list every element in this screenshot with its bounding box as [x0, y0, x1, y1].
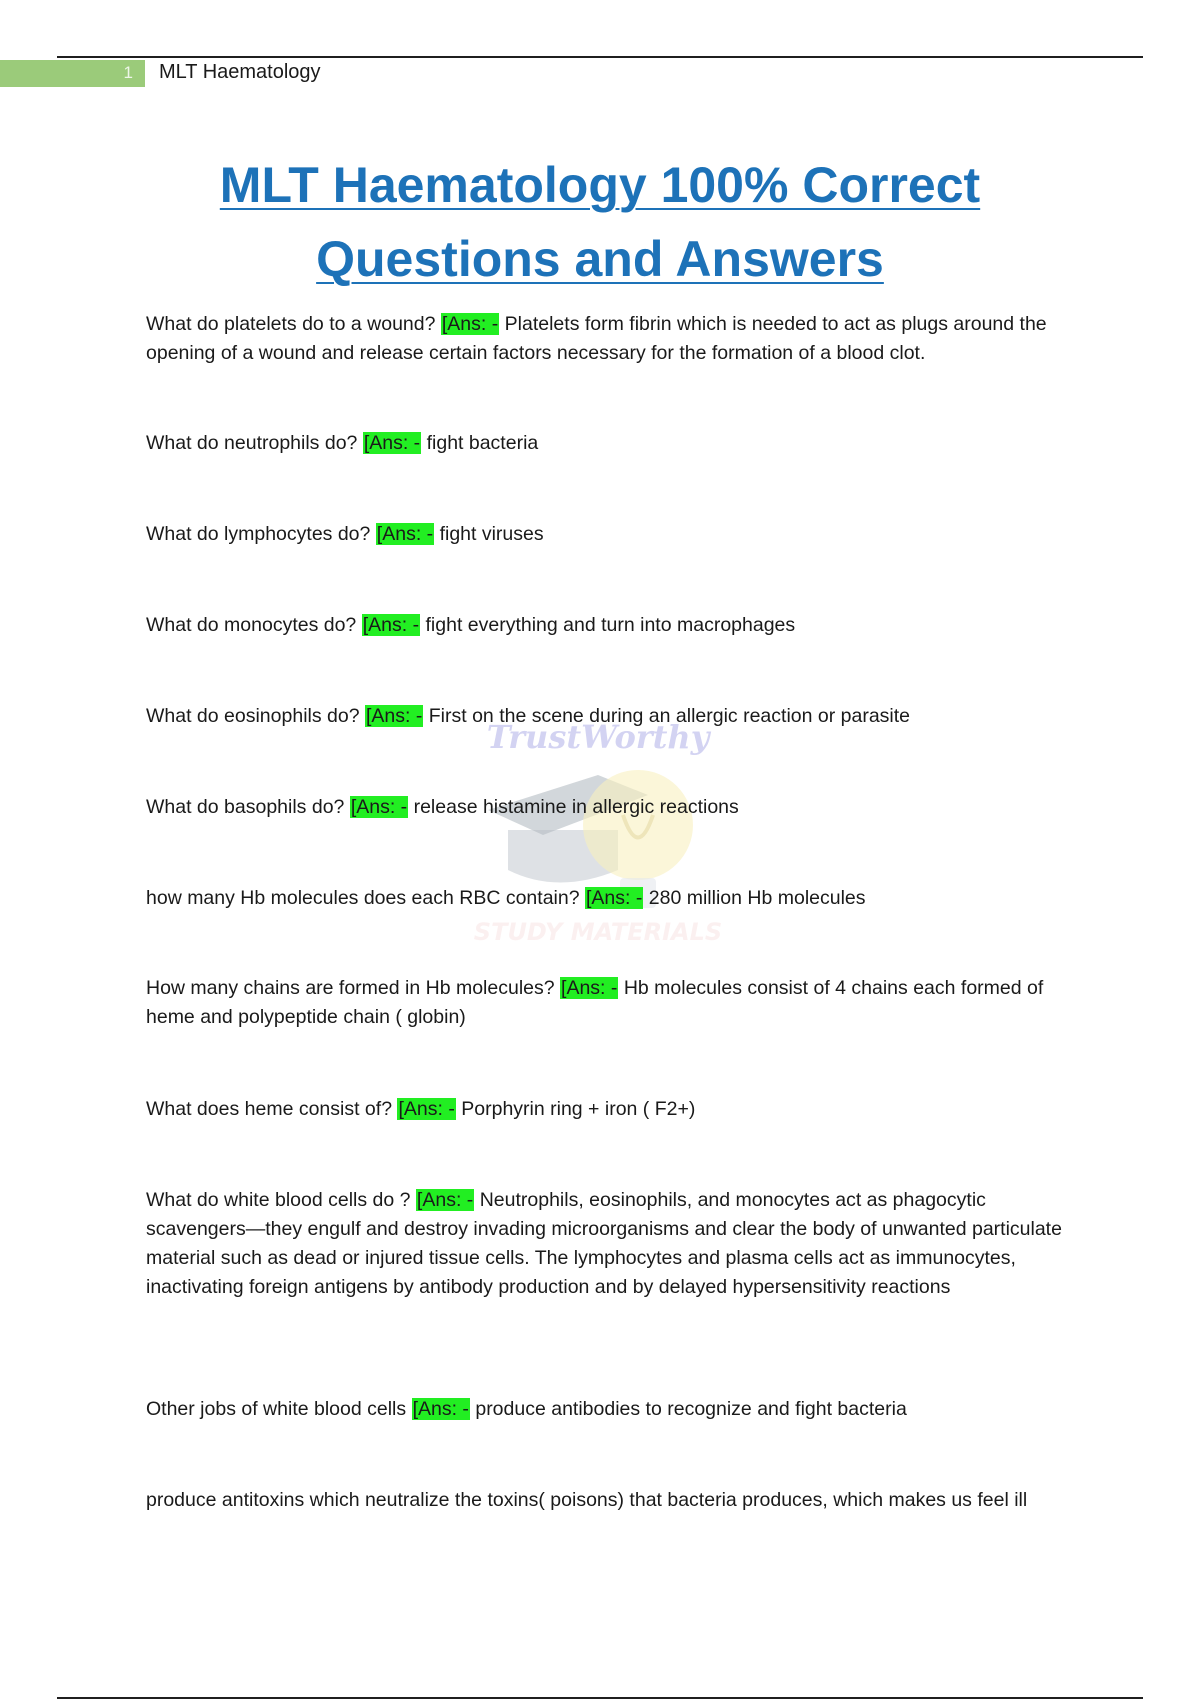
question-text: What do neutrophils do?	[146, 432, 358, 454]
answer-text: fight bacteria	[426, 432, 539, 454]
qa-item	[146, 1395, 1066, 1424]
trustworthy-watermark-logo	[448, 720, 748, 960]
question-text: What do lymphocytes do?	[146, 523, 371, 545]
svg-text:TrustWorthy: TrustWorthy	[486, 720, 710, 756]
answer-tag: [Ans: -	[412, 1398, 469, 1420]
document-title-line-1: MLT Haematology 100% Correct	[219, 157, 981, 213]
answer-tag: [Ans: -	[416, 1189, 474, 1211]
question-text: Other jobs of white blood cells	[146, 1398, 407, 1420]
answer-tag: [Ans: -	[365, 705, 423, 727]
answer-text: 280 million Hb molecules	[648, 887, 866, 909]
page-number-badge	[0, 60, 145, 87]
answer-text: produce antibodies to recognize and fight bacteria	[475, 1398, 907, 1420]
answer-text: fight everything and turn into macrophages	[425, 614, 796, 636]
answer-tag: [Ans: -	[585, 887, 643, 909]
question-text: What do eosinophils do?	[146, 705, 360, 727]
document-title	[100, 148, 1100, 296]
answer-tag: [Ans: -	[561, 977, 618, 999]
trailing-paragraph: produce antitoxins which neutralize the toxins( poisons) that bacteria produces, which makes us feel ill	[146, 1489, 1028, 1511]
answer-text: fight viruses	[439, 523, 544, 545]
question-text: What does heme consist of?	[146, 1098, 393, 1120]
qa-item	[146, 429, 1066, 458]
answer-tag: [Ans: -	[441, 313, 499, 335]
answer-tag: [Ans: -	[350, 796, 408, 818]
answer-text: Platelets form fibrin which is needed to act as plugs around the opening of a wound and release certain factors necessary for the formation of a blood clot.	[146, 313, 1047, 364]
qa-item	[146, 1186, 1066, 1302]
question-text: What do platelets do to a wound?	[146, 313, 436, 335]
answer-tag: [Ans: -	[363, 432, 421, 454]
question-text: What do white blood cells do ?	[146, 1189, 411, 1211]
answer-tag: [Ans: -	[376, 523, 434, 545]
qa-item	[146, 702, 1066, 731]
question-text: What do monocytes do?	[146, 614, 357, 636]
qa-item	[146, 310, 1066, 368]
answer-text: First on the scene during an allergic reaction or parasite	[428, 705, 911, 727]
document-title-line-2: Questions and Answers	[316, 231, 884, 287]
answer-text: release histamine in allergic reactions	[413, 796, 739, 818]
header-rule	[57, 56, 1143, 58]
svg-text:STUDY MATERIALS: STUDY MATERIALS	[473, 918, 723, 946]
running-header-title: MLT Haematology	[159, 61, 321, 83]
qa-item	[146, 793, 1066, 822]
footer-rule	[57, 1697, 1143, 1699]
qa-item	[146, 974, 1066, 1032]
qa-item	[146, 1095, 1066, 1124]
page-number: 1	[123, 63, 133, 82]
question-text: How many chains are formed in Hb molecules?	[146, 977, 555, 999]
answer-text: Hb molecules consist of 4 chains each formed of heme and polypeptide chain ( globin)	[146, 977, 1044, 1028]
qa-item	[146, 520, 1066, 549]
answer-tag: [Ans: -	[362, 614, 420, 636]
answer-text: Neutrophils, eosinophils, and monocytes act as phagocytic scavengers—they engulf and destroy invading microorganisms and clear the body of unwanted particulate material such as dead or injured tissue cells. The lymphocytes and plasma cells act as immunocytes, inactivating foreign antigens by antibody production and by delayed hypersensitivity reactions	[146, 1189, 1062, 1298]
answer-text: Porphyrin ring + iron ( F2+)	[461, 1098, 696, 1120]
qa-item	[146, 884, 1066, 913]
answer-tag: [Ans: -	[398, 1098, 455, 1120]
question-text: What do basophils do?	[146, 796, 345, 818]
question-text: how many Hb molecules does each RBC contain?	[146, 887, 580, 909]
qa-item	[146, 611, 1066, 640]
